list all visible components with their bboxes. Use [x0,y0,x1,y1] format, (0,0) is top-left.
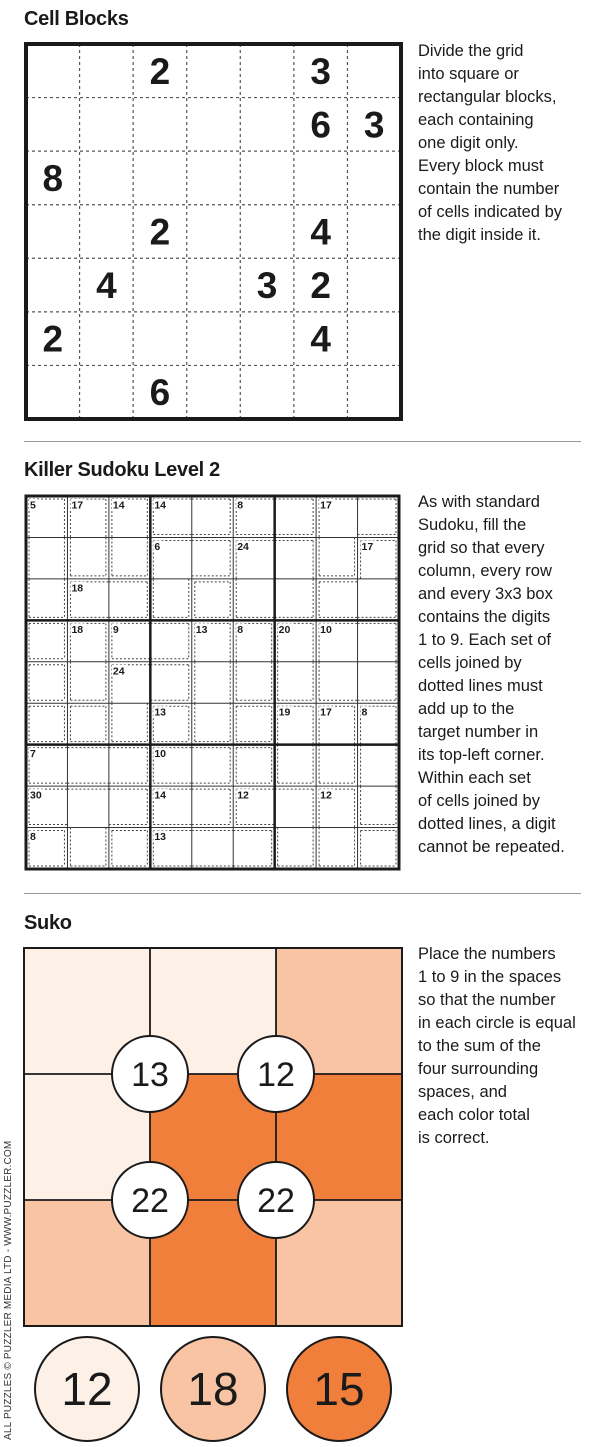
suko-instr-line: 1 to 9 in the spaces [418,968,562,986]
clue-number[interactable]: 2 [42,318,64,360]
cage-sum: 24 [237,540,249,553]
killer_sudoku-instr-line: its top-left corner. [418,746,545,764]
clue-number[interactable]: 4 [310,318,331,360]
cage-sum: 14 [112,499,125,512]
cage-sum: 8 [30,831,36,844]
suko-instructions [418,943,588,1150]
cage-sum: 6 [154,540,161,553]
clue-number[interactable]: 8 [42,157,64,199]
copyright-credit: ALL PUZZLES © PUZZLER MEDIA LTD - WWW.PUZZLER.COM [3,1140,14,1440]
killer_sudoku-instr-line: dotted lines, a digit [418,815,556,833]
cage-sum: 13 [154,831,167,844]
cell_blocks-instr-line: the digit inside it. [418,226,541,244]
suko-instr-line: to the sum of the [418,1037,541,1055]
clue-number[interactable]: 3 [256,265,278,307]
clue-number[interactable]: 3 [363,104,385,146]
clue-number[interactable]: 4 [310,211,331,253]
killer_sudoku-instr-line: dotted lines must [418,677,543,695]
cage-sum: 10 [320,623,332,636]
cell_blocks-instr-line: one digit only. [418,134,519,152]
circle-sum: 12 [257,1056,295,1094]
cage-sum: 20 [278,623,291,636]
cage-sum: 8 [361,706,368,719]
killer_sudoku-instr-line: As with standard [418,493,540,511]
cage-sum: 12 [320,789,332,802]
clue-number[interactable]: 2 [310,265,331,307]
cage-sum: 24 [112,665,125,678]
suko-instr-line: four surrounding [418,1060,539,1078]
clue-number[interactable]: 4 [96,265,117,307]
cell-blocks-title: Cell Blocks [24,8,129,30]
cell_blocks-instr-line: into square or [418,65,519,83]
cage-sum: 14 [154,499,167,512]
suko-instr-line: in each circle is equal [418,1014,576,1032]
cage-sum: 17 [320,706,332,719]
cage-sum: 14 [154,789,167,802]
cell_blocks-instr-line: of cells indicated by [418,203,562,221]
suko-title: Suko [24,912,72,934]
cage-sum: 13 [195,623,208,636]
circle-sum: 22 [131,1182,169,1220]
cage-sum: 17 [320,499,332,512]
killer_sudoku-instr-line: 1 to 9. Each set of [418,631,551,649]
killer_sudoku-instr-line: Within each set [418,769,531,787]
clue-number[interactable]: 2 [149,50,171,92]
clue-number[interactable]: 3 [310,50,331,92]
killer_sudoku-instr-line: column, every row [418,562,552,580]
cage-sum: 10 [154,748,167,761]
killer_sudoku-instr-line: Sudoku, fill the [418,516,527,534]
suko-instr-line: Place the numbers [418,945,556,963]
cage-sum: 17 [361,540,374,553]
killer_sudoku-instr-line: cells joined by [418,654,522,672]
cage-sum: 19 [278,706,291,719]
color-total: 18 [187,1363,239,1415]
color-total: 15 [313,1363,365,1415]
cage-sum: 13 [154,706,167,719]
cage-sum: 9 [112,623,119,636]
cage-sum: 18 [71,582,84,595]
cell_blocks-instr-line: Divide the grid [418,42,524,60]
killer_sudoku-instr-line: add up to the [418,700,515,718]
cage-sum: 5 [30,499,36,512]
suko-instr-line: each color total [418,1106,530,1124]
killer_sudoku-instr-line: target number in [418,723,539,741]
suko-instr-line: is correct. [418,1129,490,1147]
cell_blocks-instr-line: Every block must [418,157,544,175]
clue-number[interactable]: 6 [310,104,331,146]
killer_sudoku-instr-line: grid so that every [418,539,545,557]
clue-number[interactable]: 6 [149,372,171,414]
killer-sudoku-title: Killer Sudoku Level 2 [24,459,220,481]
killer_sudoku-instr-line: contains the digits [418,608,551,626]
circle-sum: 13 [131,1056,169,1094]
cell_blocks-instr-line: each containing [418,111,534,129]
killer_sudoku-instr-line: and every 3x3 box [418,585,553,603]
suko-instr-line: spaces, and [418,1083,507,1101]
cell_blocks-instr-line: rectangular blocks, [418,88,557,106]
killer_sudoku-instr-line: of cells joined by [418,792,540,810]
killer_sudoku-instr-line: cannot be repeated. [418,838,565,856]
cage-sum: 30 [30,789,42,802]
cell_blocks-instr-line: contain the number [418,180,560,198]
cage-sum: 8 [237,499,244,512]
cage-sum: 7 [30,748,36,761]
suko-instr-line: so that the number [418,991,556,1009]
cage-sum: 18 [71,623,84,636]
cage-sum: 17 [71,499,84,512]
cage-sum: 8 [237,623,244,636]
color-total: 12 [61,1363,113,1415]
circle-sum: 22 [257,1182,295,1220]
cage-sum: 12 [237,789,249,802]
clue-number[interactable]: 2 [149,211,171,253]
